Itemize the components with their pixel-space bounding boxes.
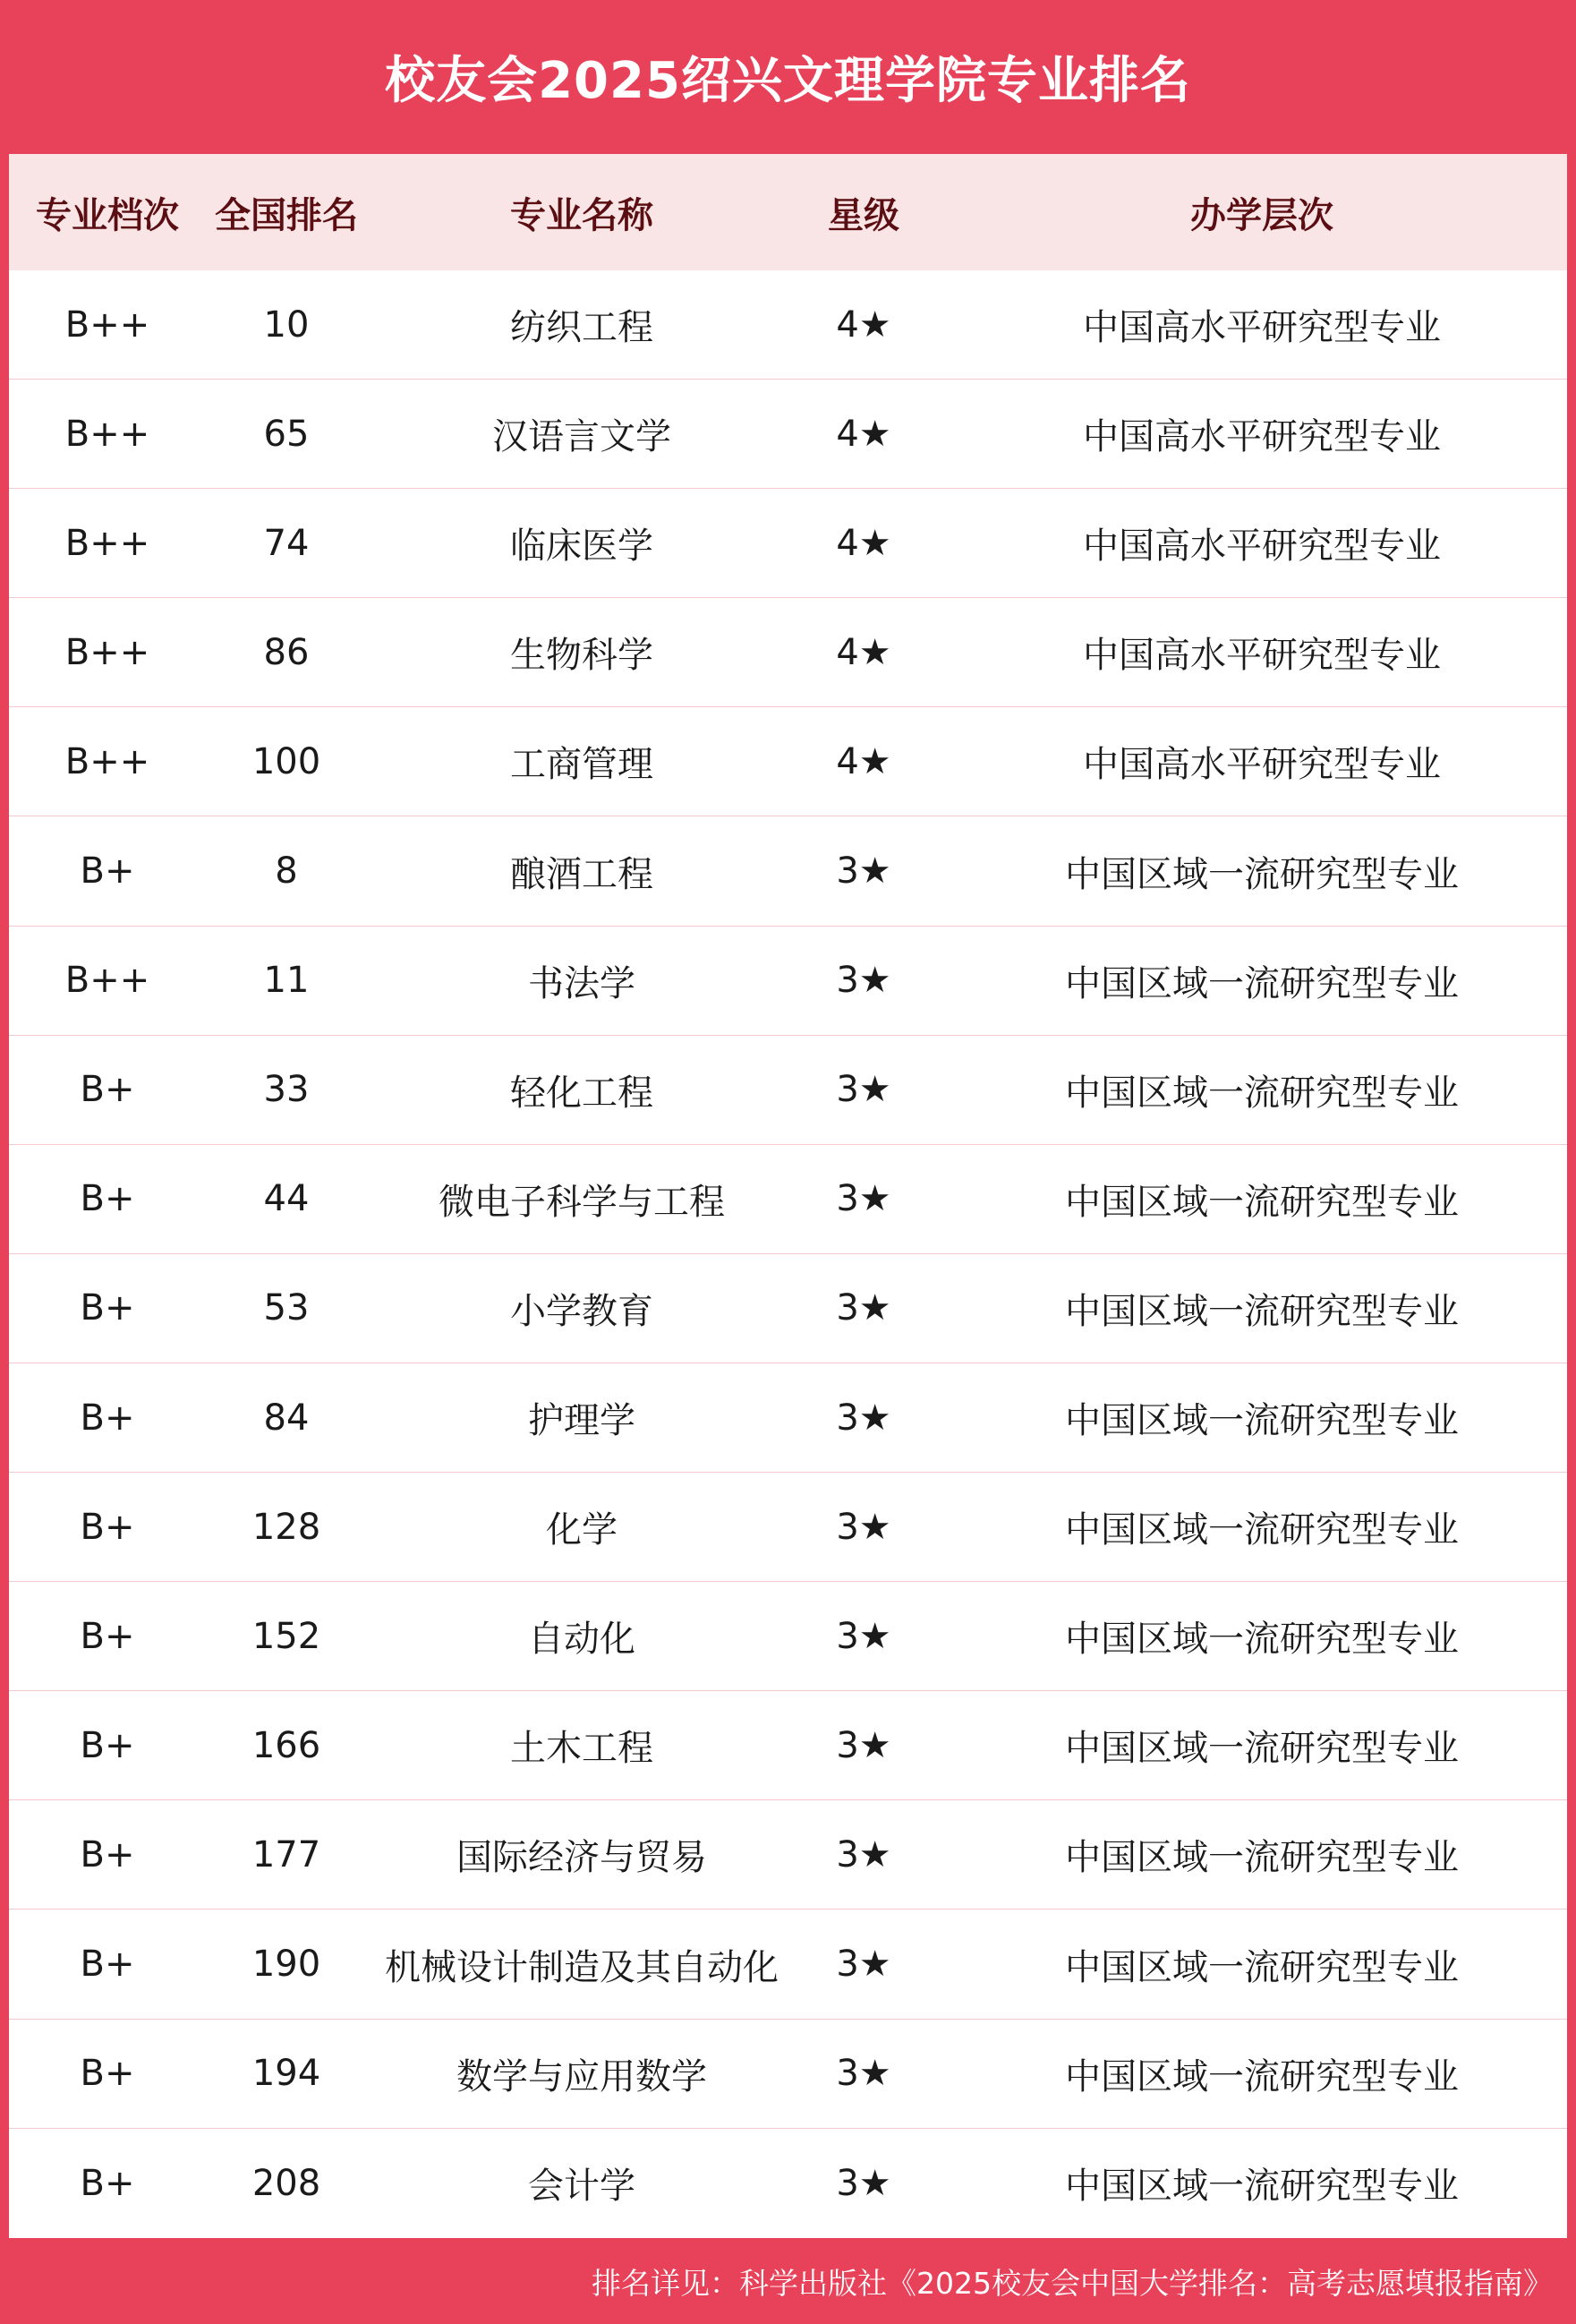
cell-rank: 84: [263, 1397, 310, 1439]
cell-stars: 3★: [836, 960, 891, 1002]
table-row: [9, 2020, 1567, 2129]
cell-stars: 3★: [836, 1178, 891, 1220]
cell-grade: B+: [80, 1397, 135, 1439]
cell-major-name: 临床医学: [510, 525, 653, 568]
cell-rank: 8: [275, 850, 298, 892]
cell-level: 中国高水平研究型专业: [1083, 525, 1441, 568]
cell-grade: B++: [64, 960, 150, 1002]
cell-major-name: 汉语言文学: [492, 416, 671, 458]
cell-stars: 3★: [836, 1506, 891, 1548]
cell-stars: 3★: [836, 2162, 891, 2204]
cell-grade: B+: [80, 1178, 135, 1220]
cell-level: 中国区域一流研究型专业: [1065, 1290, 1459, 1332]
cell-grade: B++: [64, 413, 150, 455]
cell-level: 中国高水平研究型专业: [1083, 416, 1441, 458]
table-row: [9, 598, 1567, 707]
table-header: [9, 154, 1567, 270]
cell-stars: 3★: [836, 850, 891, 892]
cell-level: 中国区域一流研究型专业: [1065, 1946, 1459, 1988]
cell-level: 中国高水平研究型专业: [1083, 307, 1441, 348]
cell-level: 中国区域一流研究型专业: [1065, 1400, 1459, 1441]
cell-grade: B+: [80, 2162, 135, 2204]
cell-grade: B+: [80, 1287, 135, 1329]
cell-rank: 128: [251, 1506, 321, 1548]
table-row: [9, 1582, 1567, 1691]
cell-level: 中国区域一流研究型专业: [1065, 1837, 1459, 1879]
cell-level: 中国区域一流研究型专业: [1065, 853, 1459, 895]
cell-stars: 4★: [836, 303, 891, 346]
cell-stars: 3★: [836, 1944, 891, 1985]
table-row: [9, 1800, 1567, 1910]
cell-major-name: 酿酒工程: [510, 853, 653, 895]
cell-grade: B++: [64, 522, 150, 564]
table-row: [9, 707, 1567, 816]
cell-rank: 53: [263, 1287, 310, 1329]
header-rank: 全国排名: [215, 194, 358, 236]
cell-level: 中国高水平研究型专业: [1083, 635, 1441, 677]
page-title: 校友会2025绍兴文理学院专业排名: [385, 52, 1191, 110]
cell-grade: B+: [80, 1069, 135, 1111]
cell-major-name: 护理学: [528, 1400, 635, 1441]
cell-rank: 177: [251, 1833, 321, 1875]
cell-stars: 3★: [836, 1724, 891, 1766]
table-row: [9, 270, 1567, 380]
cell-grade: B++: [64, 631, 150, 673]
cell-stars: 4★: [836, 413, 891, 455]
cell-major-name: 化学: [546, 1509, 618, 1551]
cell-rank: 190: [251, 1944, 321, 1985]
cell-rank: 166: [251, 1724, 321, 1766]
cell-stars: 3★: [836, 1397, 891, 1439]
cell-rank: 100: [251, 740, 321, 782]
cell-level: 中国区域一流研究型专业: [1065, 2166, 1459, 2208]
table-row: [9, 1473, 1567, 1582]
cell-stars: 3★: [836, 1287, 891, 1329]
source-footer: [0, 2238, 1576, 2324]
cell-grade: B+: [80, 1724, 135, 1766]
cell-grade: B+: [80, 1833, 135, 1875]
cell-rank: 194: [251, 2053, 321, 2095]
ranking-table: [9, 154, 1567, 2238]
cell-rank: 152: [251, 1615, 321, 1657]
header-major-name: 专业名称: [510, 194, 653, 236]
cell-grade: B+: [80, 1615, 135, 1657]
cell-rank: 44: [263, 1178, 310, 1220]
cell-stars: 3★: [836, 1069, 891, 1111]
cell-major-name: 生物科学: [510, 635, 653, 677]
cell-grade: B++: [64, 740, 150, 782]
cell-stars: 3★: [836, 1615, 891, 1657]
cell-level: 中国区域一流研究型专业: [1065, 1072, 1459, 1114]
cell-level: 中国区域一流研究型专业: [1065, 1728, 1459, 1770]
cell-major-name: 纺织工程: [510, 307, 653, 348]
cell-major-name: 会计学: [528, 2166, 635, 2208]
table-row: [9, 2129, 1567, 2238]
cell-major-name: 轻化工程: [510, 1072, 653, 1114]
table-body: [9, 270, 1567, 2238]
footer-text: 排名详见：科学出版社《2025校友会中国大学排名：高考志愿填报指南》: [592, 2265, 1553, 2301]
table-row: [9, 1910, 1567, 2020]
table-row: [9, 817, 1567, 927]
cell-major-name: 国际经济与贸易: [456, 1837, 707, 1879]
header-level: 办学层次: [1190, 194, 1333, 236]
table-row: [9, 1036, 1567, 1145]
cell-grade: B+: [80, 1944, 135, 1985]
table-row: [9, 1145, 1567, 1254]
header-stars: 星级: [828, 194, 899, 236]
cell-major-name: 微电子科学与工程: [439, 1181, 725, 1223]
cell-grade: B+: [80, 2053, 135, 2095]
cell-major-name: 工商管理: [510, 744, 653, 786]
cell-stars: 4★: [836, 522, 891, 564]
table-row: [9, 489, 1567, 598]
cell-major-name: 自动化: [528, 1619, 635, 1661]
table-row: [9, 927, 1567, 1036]
table-row: [9, 1691, 1567, 1800]
table-row: [9, 380, 1567, 489]
cell-rank: 86: [263, 631, 310, 673]
cell-level: 中国区域一流研究型专业: [1065, 962, 1459, 1004]
cell-rank: 33: [263, 1069, 310, 1111]
cell-stars: 3★: [836, 1833, 891, 1875]
cell-grade: B+: [80, 1506, 135, 1548]
cell-major-name: 数学与应用数学: [456, 2055, 707, 2098]
cell-major-name: 机械设计制造及其自动化: [385, 1946, 779, 1988]
table-row: [9, 1363, 1567, 1473]
cell-major-name: 书法学: [528, 962, 635, 1004]
cell-rank: 208: [251, 2162, 321, 2204]
cell-level: 中国区域一流研究型专业: [1065, 1509, 1459, 1551]
cell-rank: 74: [263, 522, 310, 564]
cell-grade: B++: [64, 303, 150, 346]
cell-stars: 3★: [836, 2053, 891, 2095]
cell-rank: 65: [263, 413, 310, 455]
cell-stars: 4★: [836, 631, 891, 673]
cell-major-name: 土木工程: [510, 1728, 653, 1770]
cell-level: 中国区域一流研究型专业: [1065, 1619, 1459, 1661]
cell-level: 中国高水平研究型专业: [1083, 744, 1441, 786]
cell-rank: 10: [263, 303, 310, 346]
cell-grade: B+: [80, 850, 135, 892]
cell-rank: 11: [263, 960, 310, 1002]
cell-major-name: 小学教育: [510, 1290, 653, 1332]
header-grade: 专业档次: [36, 194, 179, 236]
cell-level: 中国区域一流研究型专业: [1065, 2055, 1459, 2098]
table-row: [9, 1254, 1567, 1363]
cell-stars: 4★: [836, 740, 891, 782]
cell-level: 中国区域一流研究型专业: [1065, 1181, 1459, 1223]
